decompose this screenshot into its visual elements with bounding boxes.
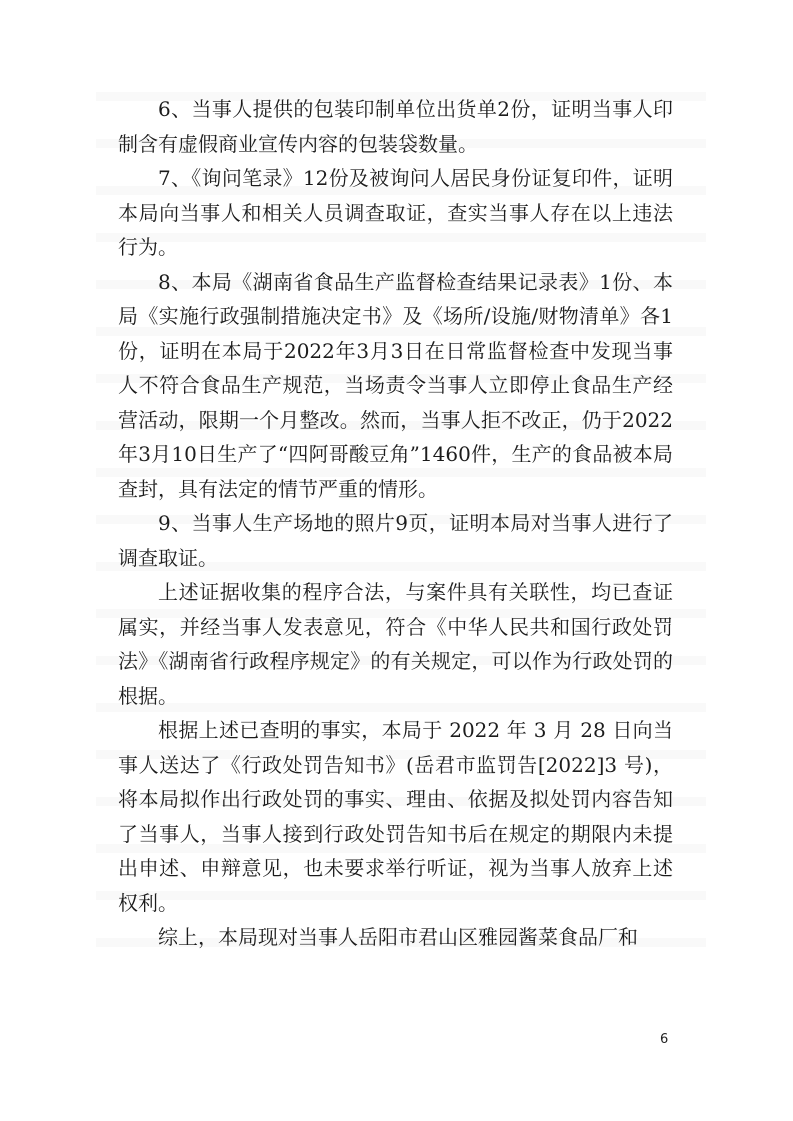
paragraph-evidence-9: 9、当事人生产场地的照片9页，证明本局对当事人进行了调查取证。 bbox=[118, 511, 673, 570]
paragraph-evidence-summary: 上述证据收集的程序合法，与案件具有关联性，均已查证属实，并经当事人发表意见，符合《中华人民共和国行政处罚法》《湖南省行政程序规定》的有关规定，可以作为行政处罚的根据。 bbox=[118, 580, 673, 708]
paragraph-evidence-6: 6、当事人提供的包装印制单位出货单2份，证明当事人印制含有虚假商业宣传内容的包装袋数量。 bbox=[118, 97, 673, 156]
page-number: 6 bbox=[660, 1032, 669, 1047]
paragraph-notice-delivery: 根据上述已查明的事实，本局于 2022 年 3 月 28 日向当事人送达了《行政处罚告知书》(岳君市监罚告[2022]3 号)，将本局拟作出行政处罚的事实、理由、依据及拟处罚内容告知了当事人，当事人接到行政处罚告知书后在规定的期限内未提出申述、申辩意见，也未要求举行听证，视为当事人放弃上述权利。 bbox=[118, 718, 673, 915]
document-body bbox=[118, 92, 673, 955]
paragraph-evidence-8: 8、本局《湖南省食品生产监督检查结果记录表》1份、本局《实施行政强制措施决定书》及《场所/设施/财物清单》各1份，证明在本局于2022年3月3日在日常监督检查中发现当事人不符合食品生产规范，当场责令当事人立即停止食品生产经营活动，限期一个月整改。然而，当事人拒不改正，仍于2022年3月10日生产了“四阿哥酸豆角”1460件，生产的食品被本局查封，具有法定的情节严重的情形。 bbox=[118, 269, 673, 501]
paragraph-evidence-7: 7、《询问笔录》12份及被询问人居民身份证复印件，证明本局向当事人和相关人员调查取证，查实当事人存在以上违法行为。 bbox=[118, 166, 673, 259]
paragraph-conclusion: 综上，本局现对当事人岳阳市君山区雅园酱菜食品厂和 bbox=[158, 925, 638, 949]
